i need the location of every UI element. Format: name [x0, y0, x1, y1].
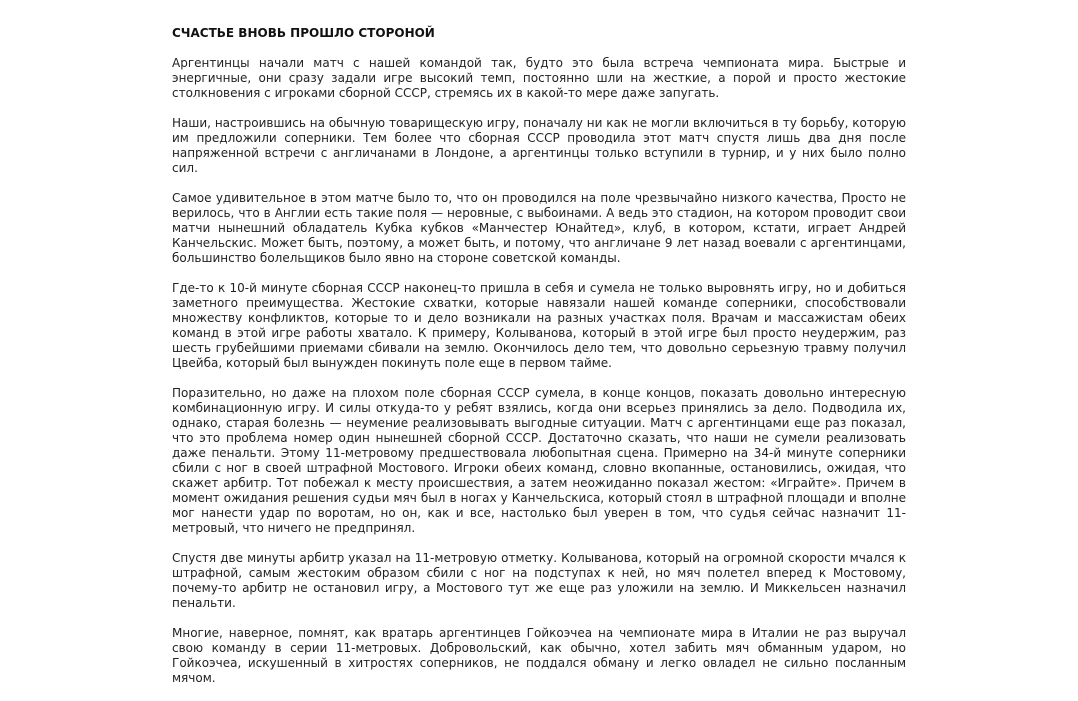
paragraph: Наши, настроившись на обычную товарищескую игру, поначалу ни как не могли включиться в ту борьбу, которую им предложили соперники. Тем более что сборная СССР проводила этот матч спустя лишь два дня после напряженной встречи с англичанами в Лондоне, а аргентинцы только вступили в турнир, и у них было полно сил. [172, 116, 906, 175]
paragraph: Аргентинцы начали матч с нашей командой так, будто это была встреча чемпионата мира. Быстрые и энергичные, они сразу задали игре высокий темп, постоянно шли на жесткие, а порой и просто жестокие столкновения с игроками сборной СССР, стремясь их в какой-то мере даже запугать. [172, 56, 906, 100]
paragraph: Где-то к 10-й минуте сборная СССР наконец-то пришла в себя и сумела не только выровнять игру, но и добиться заметного преимущества. Жестокие схватки, которые навязали нашей команде соперники, способствовали множеству конфликтов, которые то и дело возникали на разных участках поля. Врачам и массажистам обеих команд в этой игре работы хватало. К примеру, Колыванова, который в этой игре был просто неудержим, раз шесть грубейшими приемами сбивали на землю. Окончилось дело тем, что довольно серьезную травму получил Цвейба, который был вынужден покинуть поле еще в первом тайме. [172, 281, 906, 370]
article [172, 26, 906, 701]
paragraph: Самое удивительное в этом матче было то, что он проводился на поле чрезвычайно низкого качества, Просто не верилось, что в Англии есть такие поля — неровные, с выбоинами. А ведь это стадион, на котором проводит свои матчи нынешний обладатель Кубка кубков «Манчестер Юнайтед», клуб, в котором, кстати, играет Андрей Канчельскис. Может быть, поэтому, а может быть, и потому, что англичане 9 лет назад воевали с аргентинцами, большинство болельщиков было явно на стороне советской команды. [172, 191, 906, 265]
paragraph: Спустя две минуты арбитр указал на 11-метровую отметку. Колыванова, который на огромной скорости мчался к штрафной, самым жестоким образом сбили с ног на подступах к ней, но мяч полетел вперед к Мостовому, почему-то арбитр не остановил игру, а Мостового тут же еще раз уложили на землю. И Миккельсен назначил пенальти. [172, 551, 906, 610]
paragraph: Поразительно, но даже на плохом поле сборная СССР сумела, в конце концов, показать довольно интересную комбинационную игру. И силы откуда-то у ребят взялись, когда они всерьез принялись за дело. Подводила их, однако, старая болезнь — неумение реализовывать выгодные ситуации. Матч с аргентинцами еще раз показал, что это проблема номер один нынешней сборной СССР. Достаточно сказать, что наши не сумели реализовать даже пенальти. Этому 11-метровому предшествовала любопытная сцена. Примерно на 34-й минуте соперники сбили с ног в своей штрафной Мостового. Игроки обеих команд, словно вкопанные, остановились, ожидая, что скажет арбитр. Тот побежал к месту происшествия, а затем неожиданно показал жестом: «Играйте». Причем в момент ожидания решения судьи мяч был в ногах у Канчельскиса, который стоял в штрафной площади и вполне мог нанести удар по воротам, но он, как и все, настолько был уверен в том, что судья сейчас назначит 11-метровый, что ничего не предпринял. [172, 386, 906, 535]
paragraph: Многие, наверное, помнят, как вратарь аргентинцев Гойкоэчеа на чемпионате мира в Италии не раз выручал свою команду в серии 11-метровых. Добровольский, как обычно, хотел забить мяч обманным ударом, но Гойкоэчеа, искушенный в хитростях соперников, не поддался обману и легко овладел не сильно посланным мячом. [172, 626, 906, 685]
article-title: СЧАСТЬЕ ВНОВЬ ПРОШЛО СТОРОНОЙ [172, 26, 435, 40]
